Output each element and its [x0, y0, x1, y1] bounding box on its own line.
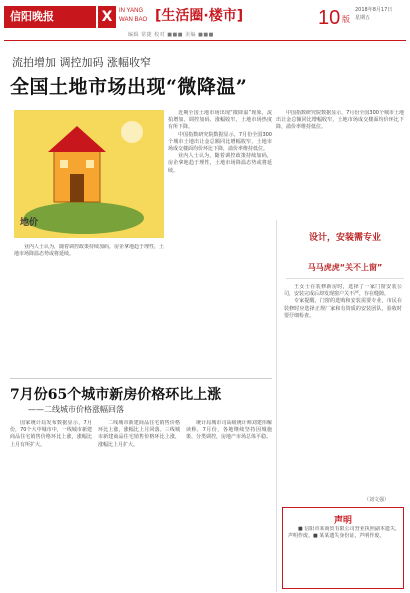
- masthead: [0, 0, 410, 42]
- sidebar-title: 设计，安装需专业: [308, 233, 381, 243]
- sidebar-divider: [286, 278, 404, 279]
- masthead-pinyin: [119, 7, 147, 25]
- story2-body-column-3: [186, 420, 272, 590]
- story1-paragraph: 中国指数研究院数据显示，7月份全国300个城市土地出让金总额同比增幅收窄，土地市场成交楼面均价环比下降，溢价率维持低位。: [276, 110, 404, 131]
- notice-body: [288, 526, 400, 586]
- sidebar-subtitle: 马马虎虎“关不上窗”: [307, 263, 383, 272]
- sidebar-body: [284, 284, 402, 506]
- x-letter-badge: X: [98, 6, 116, 28]
- issue-date: [355, 6, 392, 22]
- story1-headline: 全国土地市场出现“微降温”: [10, 76, 248, 98]
- story1-kicker: 流拍增加 调控加码 涨幅收窄: [12, 56, 151, 69]
- page-number: 10: [318, 7, 341, 29]
- story2-paragraph: 统计局城市司高级统计师刘建伟解读称，7月份，各地继续坚持因城施策、分类调控，房地产市场总体平稳。: [186, 420, 272, 441]
- story1-paragraph: 业内人士认为，随着调控政策持续加码，房企拿地趋于理性，土地市场降温态势或将延续。: [14, 244, 164, 258]
- story1-paragraph: 业内人士认为，随着调控政策持续加码，房企拿地趋于理性，土地市场降温态势或将延续。: [168, 153, 272, 174]
- sidebar-paragraph: 王女士在装修新房时，选择了一家门窗安装公司，安装完成后却发现窗户关不严，存在缝隙。: [284, 284, 402, 298]
- photo-label: 地价: [20, 218, 39, 228]
- issue-date-line-1: 2018年8月17日: [355, 7, 393, 13]
- pinyin-line-1: IN YANG: [119, 8, 144, 14]
- story2-paragraph: 二线城市新建商品住宅销售价格环比上涨，涨幅比上月回落。三线城市新建商品住宅销售价格环比上涨，涨幅比上月扩大。: [98, 420, 180, 448]
- sidebar-paragraph: 专家提醒，门窗的选购和安装需要专业，市民在装修时应选择正规厂家和有资质的安装团队，验收时要仔细检查。: [284, 298, 402, 319]
- story1-paragraph: 近期全国土地市场出现“微降温”现象，流拍增加、调控加码、涨幅收窄，土地市场热度有所下降。: [168, 110, 272, 131]
- story1-paragraph: 中国指数研究院数据显示，7月份全国300个城市土地出让金总额同比增幅收窄，土地市场成交楼面均价环比下降，溢价率维持低位。: [168, 131, 272, 153]
- newspaper-logo: 信阳晚报: [4, 6, 96, 28]
- page-unit: 版: [342, 15, 350, 24]
- story1-body-column-right: [276, 110, 404, 214]
- masthead-divider: [4, 40, 406, 41]
- story2-body-column-2: [98, 420, 180, 590]
- section-divider: [10, 378, 272, 379]
- story2-subtitle: ——二线城市价格涨幅回落: [28, 405, 124, 414]
- story1-body-column: [168, 110, 272, 370]
- notice-paragraph: ■ 信阳市某商贸有限公司营业执照副本遗失，声明作废。■ 某某遗失身份证，声明作废。: [288, 526, 400, 540]
- story2-body-column-1: [10, 420, 92, 590]
- sidebar-author: （刘文强）: [364, 497, 390, 503]
- issue-date-line-2: 星期五: [355, 15, 371, 21]
- story1-body-column-left: [14, 244, 164, 372]
- story2-headline: 7月份65个城市新房价格环比上涨: [10, 387, 222, 403]
- notice-title: 声明: [333, 516, 352, 526]
- editor-credits: 编辑 常捷 校对 ■■■ 美编 ■■■: [128, 32, 214, 38]
- section-title: [生活圈·楼市]: [155, 8, 244, 24]
- story2-paragraph: 国家统计局发布数据显示，7月份，70个大中城市中，一线城市新建商品住宅销售价格环比上涨，涨幅比上月有所扩大。: [10, 420, 92, 448]
- pinyin-line-2: WAN BAO: [119, 17, 148, 23]
